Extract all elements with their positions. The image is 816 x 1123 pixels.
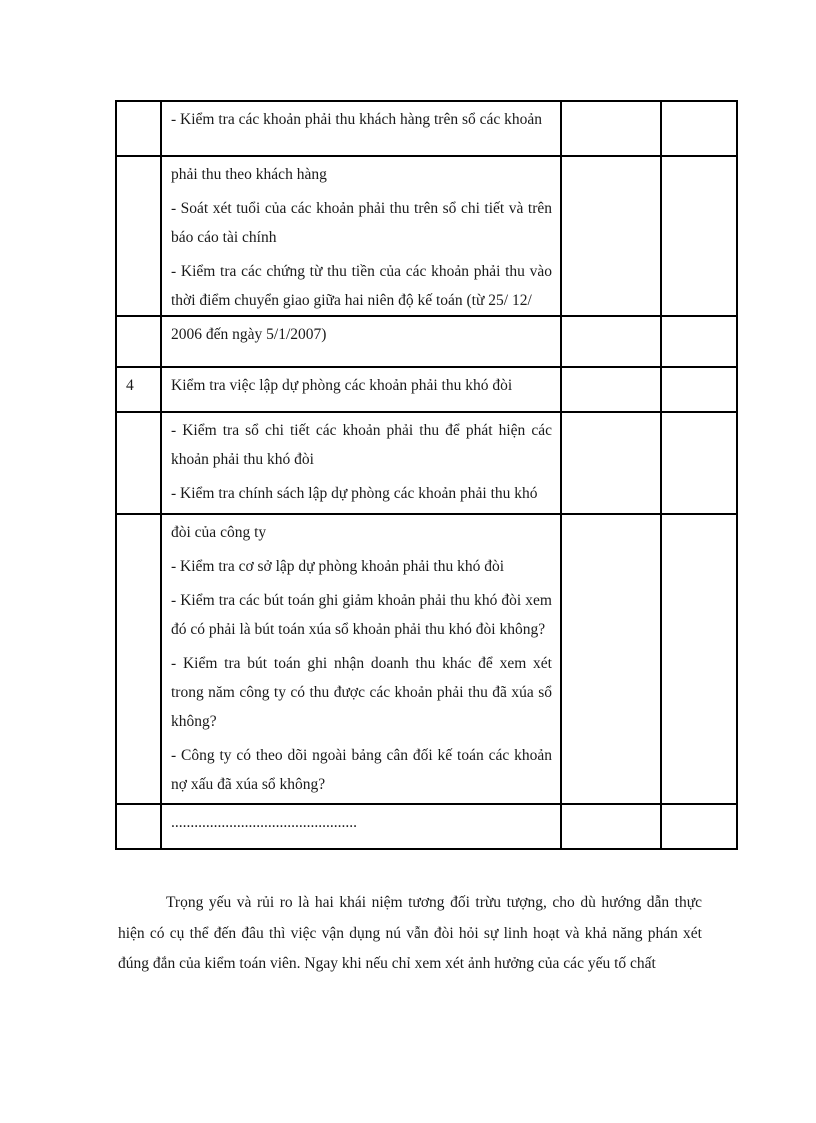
procedure-cell bbox=[161, 101, 561, 156]
blank-cell bbox=[661, 804, 737, 849]
procedure-text: - Kiểm tra cơ sở lập dự phòng khoản phải thu khó đòi bbox=[171, 558, 505, 575]
table-row bbox=[116, 156, 737, 316]
procedure-text: - Công ty có theo dõi ngoài bảng cân đối kế toán các khoản nợ xấu đã xúa sổ không? bbox=[171, 747, 552, 793]
procedure-cell bbox=[161, 412, 561, 514]
table-row bbox=[116, 412, 737, 514]
procedure-text: phải thu theo khách hàng bbox=[171, 166, 327, 183]
row-number: 4 bbox=[126, 377, 134, 394]
dotted-fill-line: ................................................ bbox=[171, 814, 357, 831]
blank-cell bbox=[561, 514, 661, 804]
procedure-text: - Kiểm tra các chứng từ thu tiền của các khoản phải thu vào thời điểm chuyển giao giữa hai niên độ kế toán (từ 25/ 12/ bbox=[171, 263, 552, 309]
table-row bbox=[116, 367, 737, 412]
blank-cell bbox=[661, 514, 737, 804]
row-number-cell bbox=[116, 412, 161, 514]
procedure-cell bbox=[161, 514, 561, 804]
blank-cell bbox=[561, 316, 661, 367]
blank-cell bbox=[661, 156, 737, 316]
blank-cell bbox=[661, 101, 737, 156]
procedure-cell bbox=[161, 156, 561, 316]
row-number-cell bbox=[116, 367, 161, 412]
procedure-text: - Kiểm tra bút toán ghi nhận doanh thu khác để xem xét trong năm công ty có thu được các khoản phải thu đã xúa sổ không? bbox=[171, 655, 552, 730]
table-row bbox=[116, 514, 737, 804]
table-row bbox=[116, 804, 737, 849]
table-row bbox=[116, 316, 737, 367]
procedure-text: - Kiểm tra các bút toán ghi giảm khoản phải thu khó đòi xem đó có phải là bút toán xúa sổ khoản phải thu khó đòi không? bbox=[171, 592, 552, 638]
procedure-cell bbox=[161, 367, 561, 412]
body-paragraph: Trọng yếu và rủi ro là hai khái niệm tương đối trừu tượng, cho dù hướng dẫn thực hiện có cụ thể đến đâu thì việc vận dụng nú vẫn đòi hỏi sự linh hoạt và khả năng phán xét đúng đắn của kiểm toán viên. Ngay khi nếu chỉ xem xét ảnh hưởng của các yếu tố chất bbox=[118, 894, 702, 972]
blank-cell bbox=[661, 412, 737, 514]
blank-cell bbox=[561, 367, 661, 412]
row-number-cell bbox=[116, 514, 161, 804]
row-number-cell bbox=[116, 101, 161, 156]
procedure-text: - Soát xét tuổi của các khoản phải thu trên sổ chi tiết và trên báo cáo tài chính bbox=[171, 200, 552, 246]
audit-procedures-table bbox=[115, 100, 738, 850]
procedure-text: đòi của công ty bbox=[171, 524, 267, 541]
blank-cell bbox=[561, 412, 661, 514]
procedure-text: - Kiểm tra các khoản phải thu khách hàng trên sổ các khoản bbox=[171, 111, 542, 128]
procedure-text: Kiểm tra việc lập dự phòng các khoản phải thu khó đòi bbox=[171, 377, 513, 394]
procedure-text: - Kiểm tra chính sách lập dự phòng các khoản phải thu khó bbox=[171, 485, 538, 502]
blank-cell bbox=[561, 804, 661, 849]
table-row bbox=[116, 101, 737, 156]
procedure-cell bbox=[161, 804, 561, 849]
blank-cell bbox=[561, 101, 661, 156]
procedure-text: 2006 đến ngày 5/1/2007) bbox=[171, 326, 327, 343]
blank-cell bbox=[661, 367, 737, 412]
row-number-cell bbox=[116, 156, 161, 316]
blank-cell bbox=[661, 316, 737, 367]
row-number-cell bbox=[116, 316, 161, 367]
procedure-cell bbox=[161, 316, 561, 367]
blank-cell bbox=[561, 156, 661, 316]
procedure-text: - Kiểm tra sổ chi tiết các khoản phải thu để phát hiện các khoản phải thu khó đòi bbox=[171, 422, 552, 468]
row-number-cell bbox=[116, 804, 161, 849]
